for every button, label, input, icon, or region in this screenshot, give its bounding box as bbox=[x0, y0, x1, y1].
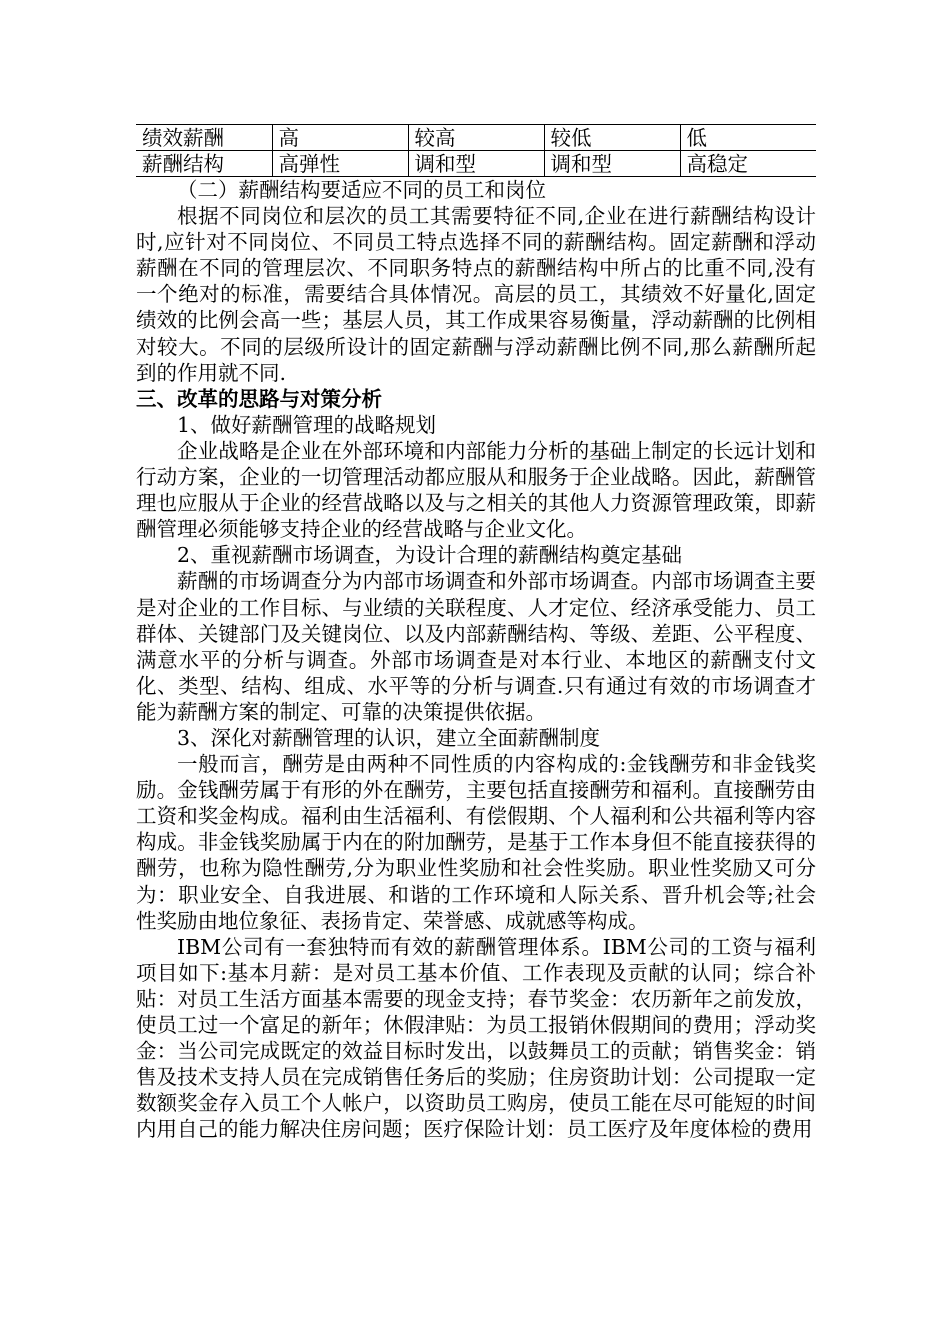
item3-heading: 3、深化对薪酬管理的认识，建立全面薪酬制度 bbox=[177, 725, 601, 750]
table-cell: 绩效薪酬 bbox=[136, 125, 272, 151]
item1-heading: 1、做好薪酬管理的战略规划 bbox=[177, 412, 437, 437]
salary-structure-table bbox=[136, 124, 816, 177]
ibm-paragraph: IBM公司有一套独特而有效的薪酬管理体系。IBM公司的工资与福利项目如下:基本月薪：是对员工基本价值、工作表现及贡献的认同；综合补贴：对员工生活方面基本需要的现金支持；春节奖金：农历新年之前发放，使员工过一个富足的新年；休假津贴：为员工报销休假期间的费用；浮动奖金：当公司完成既定的效益目标时发出，以鼓舞员工的贡献；销售奖金：销售及技术支持人员在完成销售任务后的奖励；住房资助计划：公司提取一定数额奖金存入员工个人帐户，以资助员工购房，使员工能在尽可能短的时间内用自己的能力解决住房问题；医疗保险计划：员工医疗及年度体检的费用 bbox=[136, 934, 816, 1142]
table-row bbox=[136, 151, 816, 177]
table-cell: 较高 bbox=[408, 125, 544, 151]
table-cell: 低 bbox=[680, 125, 816, 151]
table-cell: 调和型 bbox=[544, 151, 680, 177]
section3-heading: 三、改革的思路与对策分析 bbox=[136, 386, 382, 411]
item2-paragraph: 薪酬的市场调查分为内部市场调查和外部市场调查。内部市场调查主要是对企业的工作目标、与业绩的关联程度、人才定位、经济承受能力、员工群体、关键部门及关键岗位、以及内部薪酬结构、等级、差距、公平程度、满意水平的分析与调查。外部市场调查是对本行业、本地区的薪酬支付文化、类型、结构、组成、水平等的分析与调查.只有通过有效的市场调查才能为薪酬方案的制定、可靠的决策提供依据。 bbox=[136, 569, 816, 724]
table-cell: 高稳定 bbox=[680, 151, 816, 177]
table-cell: 高 bbox=[272, 125, 408, 151]
table-cell: 调和型 bbox=[408, 151, 544, 177]
table-cell: 薪酬结构 bbox=[136, 151, 272, 177]
document-page bbox=[136, 124, 816, 1142]
section2-paragraph: 根据不同岗位和层次的员工其需要特征不同,企业在进行薪酬结构设计时,应针对不同岗位、不同员工特点选择不同的薪酬结构。固定薪酬和浮动薪酬在不同的管理层次、不同职务特点的薪酬结构中所占的比重不同,没有一个绝对的标准，需要结合具体情况。高层的员工，其绩效不好量化,固定绩效的比例会高一些；基层人员，其工作成果容易衡量，浮动薪酬的比例相对较大。不同的层级所设计的固定薪酬与浮动薪酬比例不同,那么薪酬所起到的作用就不同. bbox=[136, 204, 816, 385]
table-cell: 高弹性 bbox=[272, 151, 408, 177]
item2-heading: 2、重视薪酬市场调查，为设计合理的薪酬结构奠定基础 bbox=[177, 543, 683, 568]
section2-heading: （二）薪酬结构要适应不同的员工和岗位 bbox=[177, 178, 546, 202]
item3-paragraph: 一般而言，酬劳是由两种不同性质的内容构成的:金钱酬劳和非金钱奖励。金钱酬劳属于有形的外在酬劳，主要包括直接酬劳和福利。直接酬劳由工资和奖金构成。福利由生活福利、有偿假期、个人福利和公共福利等内容构成。非金钱奖励属于内在的附加酬劳，是基于工作本身但不能直接获得的酬劳，也称为隐性酬劳,分为职业性奖励和社会性奖励。职业性奖励又可分为：职业安全、自我进展、和谐的工作环境和人际关系、晋升机会等;社会性奖励由地位象征、表扬肯定、荣誉感、成就感等构成。 bbox=[136, 752, 816, 933]
item1-paragraph: 企业战略是企业在外部环境和内部能力分析的基础上制定的长远计划和行动方案，企业的一切管理活动都应服从和服务于企业战略。因此，薪酬管理也应服从于企业的经营战略以及与之相关的其他人力资源管理政策，即薪酬管理必须能够支持企业的经营战略与企业文化。 bbox=[136, 438, 816, 542]
table-row bbox=[136, 125, 816, 151]
table-cell: 较低 bbox=[544, 125, 680, 151]
